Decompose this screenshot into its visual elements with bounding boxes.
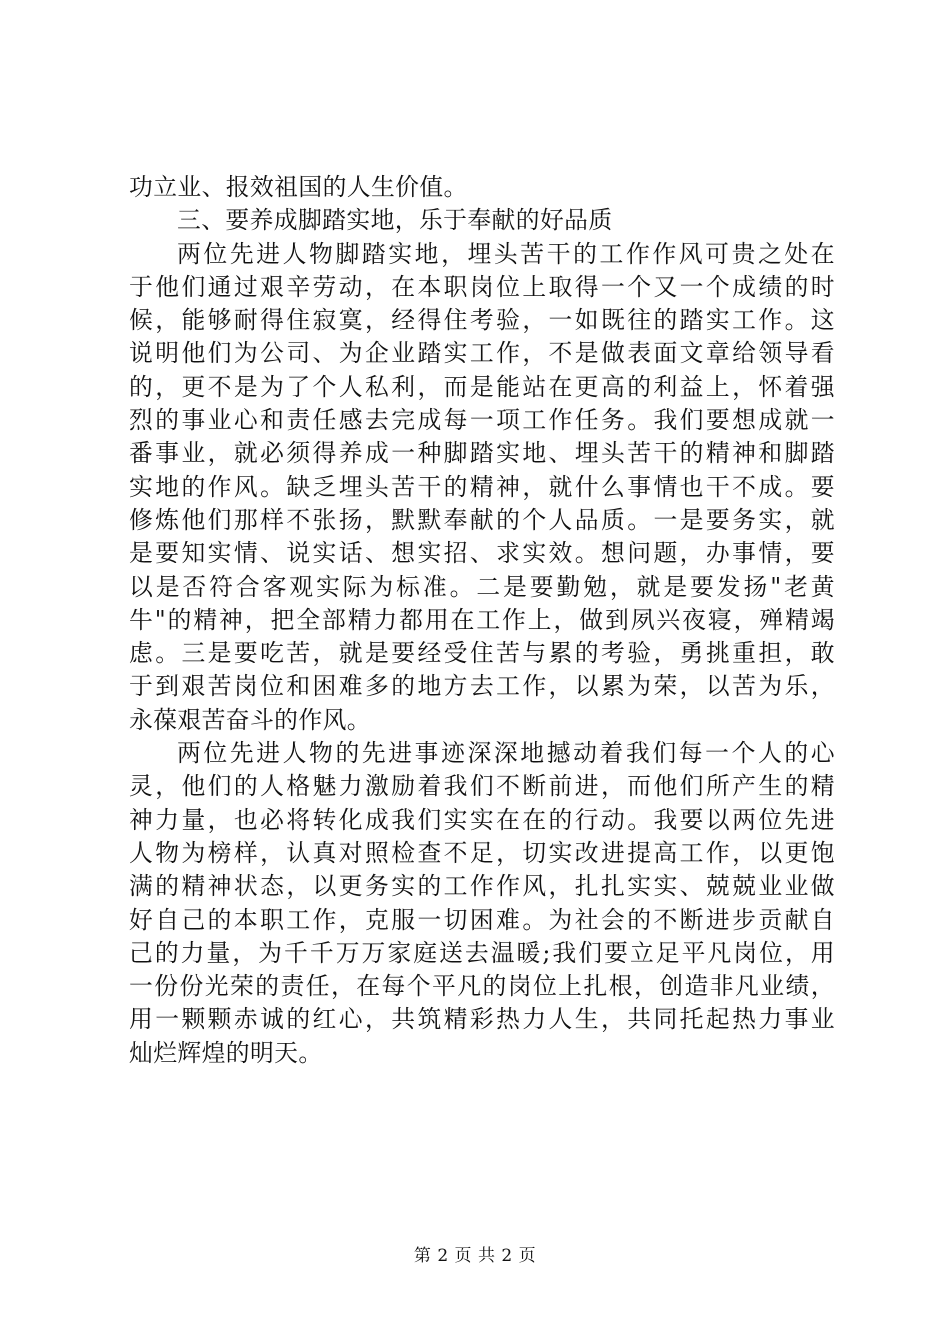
text-line: 灵，他们的人格魅力激励着我们不断前进，而他们所产生的精	[129, 772, 835, 801]
text-line: 一份份光荣的责任，在每个平凡的岗位上扎根，创造非凡业绩，	[129, 972, 835, 1001]
text-line: 满的精神状态，以更务实的工作作风，扎扎实实、兢兢业业做	[129, 872, 835, 901]
text-line: 于他们通过艰辛劳动，在本职岗位上取得一个又一个成绩的时	[129, 272, 835, 301]
text-line: 实地的作风。缺乏埋头苦干的精神，就什么事情也干不成。要	[129, 472, 835, 501]
text-line: 虑。三是要吃苦，就是要经受住苦与累的考验，勇挑重担，敢	[129, 639, 835, 668]
text-line: 用一颗颗赤诚的红心，共筑精彩热力人生，共同托起热力事业	[129, 1005, 835, 1034]
text-line: 人物为榜样，认真对照检查不足，切实改进提高工作，以更饱	[129, 838, 835, 867]
text-line: 两位先进人物的先进事迹深深地撼动着我们每一个人的心	[177, 739, 835, 768]
text-line: 两位先进人物脚踏实地，埋头苦干的工作作风可贵之处在	[177, 239, 835, 268]
text-line: 己的力量，为千千万万家庭送去温暖;我们要立足平凡岗位，用	[129, 938, 835, 967]
text-line: 灿烂辉煌的明天。	[129, 1038, 323, 1067]
text-line: 以是否符合客观实际为标准。二是要勤勉，就是要发扬"老黄	[129, 572, 835, 601]
document-body	[129, 171, 835, 1070]
text-line: 于到艰苦岗位和困难多的地方去工作，以累为荣，以苦为乐，	[129, 672, 835, 701]
text-line: 永葆艰苦奋斗的作风。	[129, 705, 371, 734]
page-footer: 第 2 页 共 2 页	[413, 1246, 537, 1266]
text-line: 的，更不是为了个人私利，而是能站在更高的利益上，怀着强	[129, 372, 835, 401]
text-line: 是要知实情、说实话、想实招、求实效。想问题，办事情，要	[129, 539, 835, 568]
text-line: 候，能够耐得住寂寞，经得住考验，一如既往的踏实工作。这	[129, 306, 835, 335]
text-line: 修炼他们那样不张扬，默默奉献的个人品质。一是要务实，就	[129, 505, 835, 534]
text-line: 神力量，也必将转化成我们实实在在的行动。我要以两位先进	[129, 805, 835, 834]
text-line: 番事业，就必须得养成一种脚踏实地、埋头苦干的精神和脚踏	[129, 439, 835, 468]
text-line: 功立业、报效祖国的人生价值。	[129, 173, 468, 201]
text-line: 三、要养成脚踏实地，乐于奉献的好品质	[177, 206, 613, 235]
text-line: 烈的事业心和责任感去完成每一项工作任务。我们要想成就一	[129, 406, 835, 435]
text-line: 牛"的精神，把全部精力都用在工作上，做到夙兴夜寝，殚精竭	[129, 605, 835, 634]
text-line: 说明他们为公司、为企业踏实工作，不是做表面文章给领导看	[129, 339, 835, 368]
text-line: 好自己的本职工作，克服一切困难。为社会的不断进步贡献自	[129, 905, 835, 934]
